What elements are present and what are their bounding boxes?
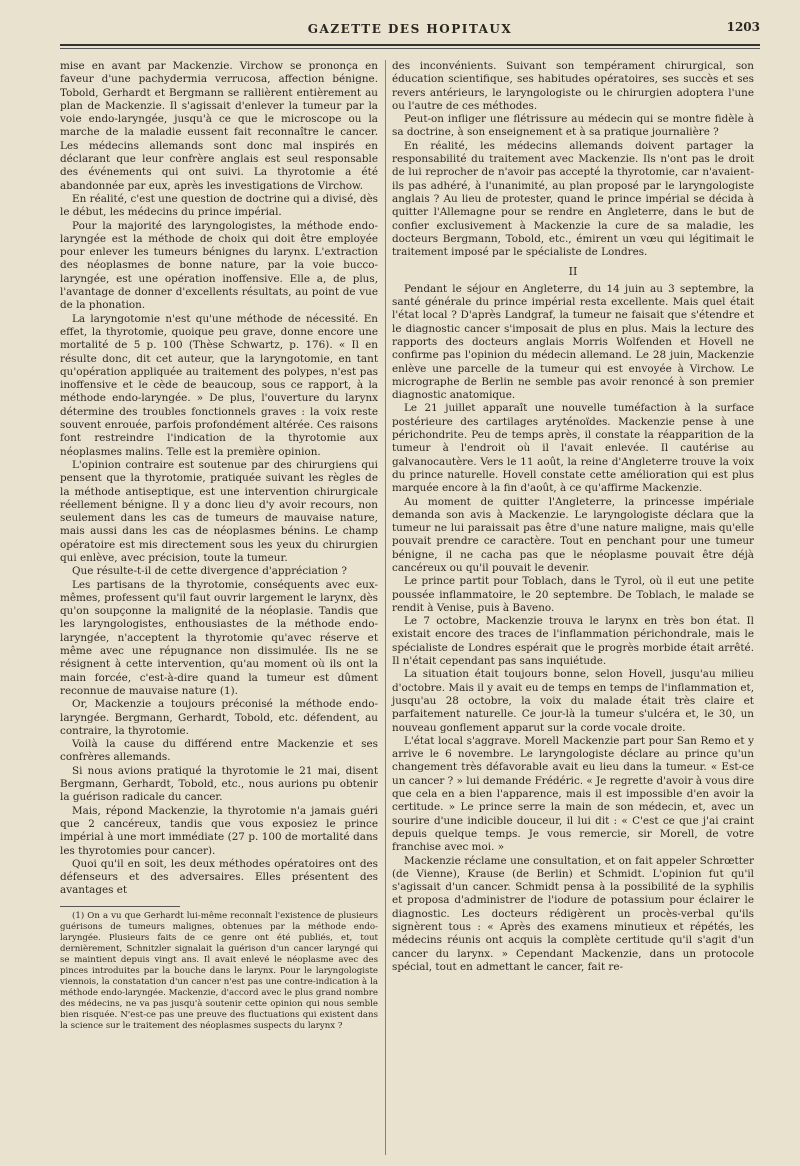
paragraph: La laryngotomie n'est qu'une méthode de nécessité. En effet, la thyrotomie, quoique peu grave, donne encore une mortalité de 5 p. 100 (Thèse Schwartz, p. 176). « Il en résulte donc, dit cet auteur, que la laryngotomie, en tant qu'opération appliquée au traitement des polypes, n'est pas inoffensive et le cède de beaucoup, sous ce rapport, à la méthode endo-laryngée. » De plus, l'ouverture du larynx détermine des troubles fonctionnels graves : la voix reste souvent enrouée, parfois profondément altérée. Ces raisons font restreindre l'indication de la thyrotomie aux néoplasmes malins. Telle est la première opinion. <box>60 312 378 458</box>
journal-title: GAZETTE DES HOPITAUX <box>307 22 513 36</box>
paragraph: L'opinion contraire est soutenue par des chirurgiens qui pensent que la thyrotomie, pratiquée suivant les règles de la méthode antiseptique, est une intervention chirurgicale réellement bénigne. Il y a donc lieu d'y avoir recours, non seulement dans les cas de tumeurs de mauvaise nature, mais aussi dans les cas de néoplasmes bénins. Le champ opératoire est mis directement sous les yeux du chirurgien qui enlève, avec précision, toute la tumeur. <box>60 458 378 564</box>
paragraph: En réalité, c'est une question de doctrine qui a divisé, dès le début, les médecins du prince impérial. <box>60 192 378 219</box>
paragraph: Le 21 juillet apparaît une nouvelle tuméfaction à la surface postérieure des cartilages aryténoïdes. Mackenzie pense à une périchondrite. Peu de temps après, il constate la réapparition de la tumeur à l'endroit où il l'avait enlevée. Il cautérise au galvanocautère. Vers le 11 août, la reine d'Angleterre trouve la voix du prince naturelle. Hovell constate cette amélioration qui est plus marquée encore à la fin d'août, à ce qu'affirme Mackenzie. <box>392 402 754 495</box>
column-divider <box>385 60 386 1155</box>
section-heading: II <box>568 265 578 279</box>
paragraph: Or, Mackenzie a toujours préconisé la méthode endo-laryngée. Bergmann, Gerhardt, Tobold, etc. défendent, au contraire, la thyrotomie. <box>60 698 378 737</box>
paragraph: Pour la majorité des laryngologistes, la méthode endo-laryngée est la méthode de choix qui doit être employée pour enlever les tumeurs bénignes du larynx. L'extraction des néoplasmes de bonne nature, par la voie bucco-laryngée, est une opération inoffensive. Elle a, de plus, l'avantage de donner d'excellents résultats, au point de vue de la phonation. <box>60 219 378 312</box>
footnote-rule <box>60 906 180 907</box>
paragraph: L'état local s'aggrave. Morell Mackenzie part pour San Remo et y arrive le 6 novembre. Le laryngologiste déclare au prince qu'un changement très défavorable avait eu lieu dans la tumeur. « Est-ce un cancer ? » lui demande Frédéric. « Je regrette d'avoir à vous dire que cela en a bien l'apparence, mais il est impossible d'en avoir la certitude. » Le prince serre la main de son médecin, et, avec un sourire d'une indicible douceur, il lui dit : « C'est ce que j'ai craint depuis quelque temps. Je vous remercie, sir Morell, de votre franchise avec moi. » <box>392 734 754 854</box>
right-column <box>392 60 754 974</box>
paragraph: La situation était toujours bonne, selon Hovell, jusqu'au milieu d'octobre. Mais il y avait eu de temps en temps de l'inflammation et, jusqu'au 28 octobre, la voix du malade était très claire et parfaitement naturelle. Ce jour-là la tumeur s'ulcéra et, le 30, un nouveau gonflement apparut sur la corde vocale droite. <box>392 668 754 734</box>
paragraph: Quoi qu'il en soit, les deux méthodes opératoires ont des défenseurs et des adversaires. Elles présentent des avantages et <box>60 857 378 897</box>
paragraph: Au moment de quitter l'Angleterre, la princesse impériale demanda son avis à Mackenzie. Le laryngologiste déclara que la tumeur ne lui paraissait pas être d'une nature maligne, mais qu'elle pouvait prendre ce caractère. Tout en penchant pour une tumeur bénigne, il ne cacha pas que le néoplasme pouvait être déjà cancéreux ou qu'il pouvait le devenir. <box>392 495 754 574</box>
footnote: (1) On a vu que Gerhardt lui-même reconnaît l'existence de plusieurs guérisons de tumeurs malignes, obtenues par la méthode endo-laryngée. Plusieurs faits de ce genre ont été publiés, et, tout dernièrement, Schnitzler signalait la guérison d'un cancer laryngé qui se maintient depuis vingt ans. Il avait enlevé le néoplasme avec des pinces introduites par la bouche dans le larynx. Pour le laryngologiste viennois, la constatation d'un cancer n'est pas une contre-indication à la méthode endo-laryngée. Mackenzie, d'accord avec le plus grand nombre des médecins, ne va pas jusqu'à soutenir cette opinion qui nous semble bien risquée. N'est-ce pas une preuve des fluctuations qui existent dans la science sur le traitement des néoplasmes suspects du larynx ? <box>60 910 378 1031</box>
left-column <box>60 60 378 1032</box>
paragraph: Peut-on infliger une flétrissure au médecin qui se montre fidèle à sa doctrine, à son enseignement et à sa pratique journalière ? <box>392 113 754 139</box>
paragraph: Pendant le séjour en Angleterre, du 14 juin au 3 septembre, la santé générale du prince impérial resta excellente. Mais quel était l'état local ? D'après Landgraf, la tumeur ne faisait que s'étendre et le diagnostic cancer s'imposait de plus en plus. Mais la lecture des rapports des docteurs anglais Morris Wolfenden et Hovell ne confirme pas l'opinion du médecin allemand. Le 28 juin, Mackenzie enlève une parcelle de la tumeur qui est envoyée à Virchow. Le micrographe de Berlin ne semble pas avoir renoncé à son premier diagnostic anatomique. <box>392 282 754 402</box>
page-header <box>60 18 760 44</box>
paragraph: Que résulte-t-il de cette divergence d'appréciation ? <box>72 565 347 578</box>
paragraph: Mackenzie réclame une consultation, et on fait appeler Schrœtter (de Vienne), Krause (de Berlin) et Schmidt. L'opinion fut qu'il s'agissait d'un cancer. Schmidt pensa à la possibilité de la syphilis et proposa d'administrer de l'iodure de potassium pour éclairer le diagnostic. Les docteurs rédigèrent un procès-verbal qu'ils signèrent tous : « Après des examens minutieux et répétés, les médecins réunis ont acquis la complète certitude qu'il s'agit d'un cancer du larynx. » Cependant Mackenzie, dans un protocole spécial, tout en admettant le cancer, fait re- <box>392 854 754 973</box>
header-rule <box>60 44 760 46</box>
paragraph: Mais, répond Mackenzie, la thyrotomie n'a jamais guéri que 2 cancéreux, tandis que vous exposiez le prince impérial à une mort immédiate (27 p. 100 de mortalité dans les thyrotomies pour cancer). <box>60 804 378 857</box>
paragraph: Voilà la cause du différend entre Mackenzie et ses confrères allemands. <box>60 738 378 764</box>
paragraph: Si nous avions pratiqué la thyrotomie le 21 mai, disent Bergmann, Gerhardt, Tobold, etc., nous aurions pu obtenir la guérison radicale du cancer. <box>60 764 378 804</box>
paragraph: Les partisans de la thyrotomie, conséquents avec eux-mêmes, professent qu'il faut ouvrir largement le larynx, dès qu'on soupçonne la malignité de la néoplasie. Tandis que les laryngologistes, enthousiastes de la méthode endo-laryngée, n'acceptent la thyrotomie qu'avec réserve et même avec une répugnance non dissimulée. Ils ne se résignent à cette intervention, qu'au moment où ils ont la main forcée, c'est-à-dire quand la tumeur est dûment reconnue de mauvaise nature (1). <box>60 578 378 697</box>
paragraph: des inconvénients. Suivant son tempérament chirurgical, son éducation scientifique, ses habitudes opératoires, ses succès et ses revers antérieurs, le laryngologiste ou le chirurgien adoptera l'une ou l'autre de ces méthodes. <box>392 60 754 112</box>
paragraph: mise en avant par Mackenzie. Virchow se prononça en faveur d'une pachydermia verrucosa, affection bénigne. Tobold, Gerhardt et Bergmann se rallièrent entièrement au plan de Mackenzie. Il s'agissait d'enlever la tumeur par la voie endo-laryngée, jusqu'à ce que le microscope ou la marche de la maladie eussent fait reconnaître le cancer. Les médecins allemands sont donc mal inspirés en déclarant que leur confrère anglais est seul responsable des événements qui ont suivi. La thyrotomie a été abandonnée par eux, après les investigations de Virchow. <box>60 60 378 192</box>
paragraph: En réalité, les médecins allemands doivent partager la responsabilité du traitement avec Mackenzie. Ils n'ont pas le droit de lui reprocher de n'avoir pas accepté la thyrotomie, car n'avaient-ils pas adhéré, à l'unanimité, au plan proposé par le laryngologiste anglais ? Au lieu de protester, quand le prince impérial se décida à quitter l'Allemagne pour se rendre en Angleterre, dans le but de confier exclusivement à Mackenzie la cure de sa maladie, les docteurs Bergmann, Tobold, etc., émirent un vœu qui légitimait le traitement imposé par le spécialiste de Londres. <box>392 139 754 259</box>
header-rule-thin <box>60 48 760 49</box>
paragraph: Le prince partit pour Toblach, dans le Tyrol, où il eut une petite poussée inflammatoire, le 20 septembre. De Toblach, le malade se rendit à Venise, puis à Baveno. <box>392 575 754 614</box>
page-number: 1203 <box>726 20 760 34</box>
paragraph: Le 7 octobre, Mackenzie trouva le larynx en très bon état. Il existait encore des traces de l'inflammation périchondrale, mais le spécialiste de Londres espérait que le progrès morbide était arrêté. Il n'était cependant pas sans inquiétude. <box>392 615 754 668</box>
